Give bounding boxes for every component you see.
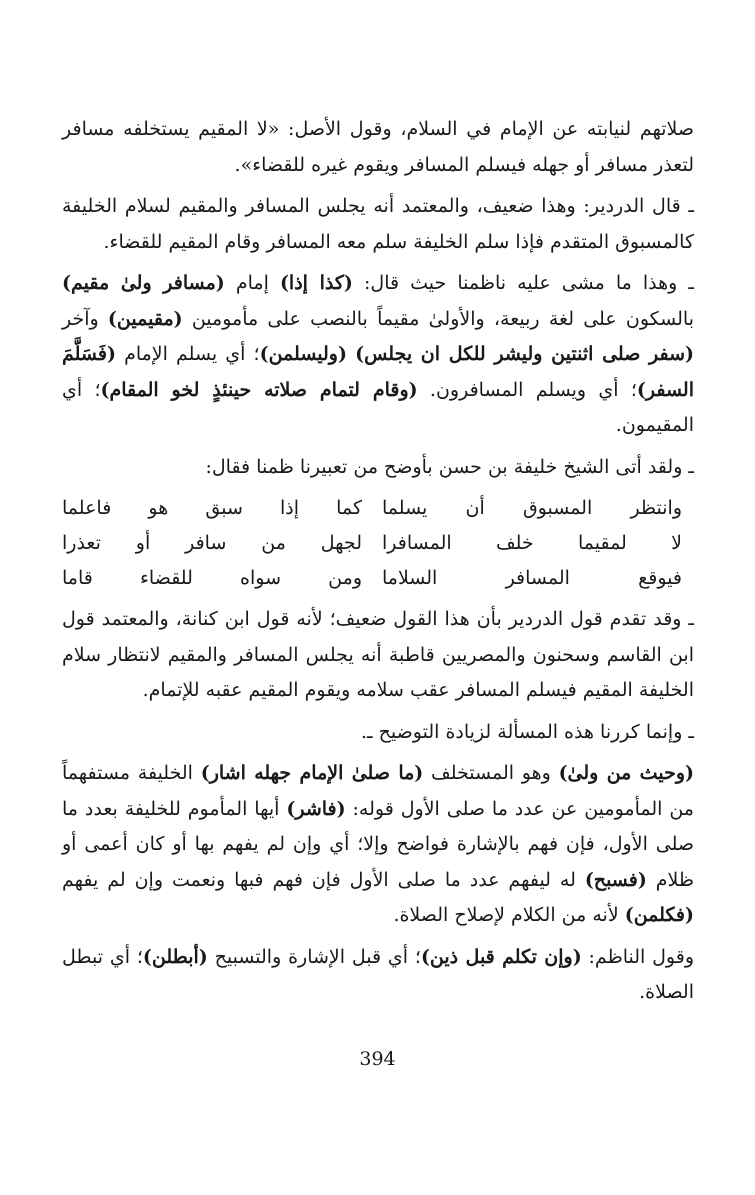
- bold-verse-quote: (فسبح): [584, 868, 647, 891]
- poem-line: [62, 491, 694, 526]
- text-run: ـ ولقد أتى الشيخ خليفة بن حسن بأوضح من تعبيرنا ظمنا فقال:: [205, 455, 694, 478]
- bold-verse-quote: (مقيمين): [107, 307, 183, 330]
- text-run: ؛ أي تبطل الصلاة.: [62, 945, 694, 1003]
- paragraphs-before-poem: [62, 112, 694, 485]
- text-run: له ليفهم عدد ما صلى الأول فإن فهم فبها ونعمت وإن لم يفهم: [62, 868, 585, 891]
- paragraph-p4: [62, 450, 694, 486]
- text-run: صلاتهم لنيابته عن الإمام في السلام، وقول الأصل: «لا المقيم يستخلفه مسافر لتعذر مسافر أو جهله فيسلم المسافر ويقوم غيره للقضاء».: [62, 118, 694, 176]
- poem-second-hemistich: كما إذا سبق هو فاعلما: [62, 497, 362, 519]
- text-run: ـ وإنما كررنا هذه المسألة لزيادة التوضيح ـ.: [361, 720, 694, 743]
- poem-first-hemistich: لا لمقيما خلف المسافرا: [382, 532, 682, 554]
- paragraph-p7: [62, 756, 694, 934]
- paragraph-p8: [62, 940, 694, 1011]
- text-run: أيها المأموم للخليفة بعدد ما صلى الأول، فإن فهم بالإشارة فواضح وإلا؛ أي وإن لم يفهم بها أو كان أعمى أو ظلام: [62, 797, 694, 891]
- poem-line: [62, 526, 694, 561]
- bold-verse-quote: (فَسَلَّمَ السفر): [62, 343, 694, 401]
- text-run: وآخر: [62, 307, 108, 330]
- bold-verse-quote: (وليسلمن): [259, 343, 347, 365]
- text-run: لأنه من الكلام لإصلاح الصلاة.: [393, 904, 625, 926]
- bold-verse-quote: (فكلمن): [624, 904, 694, 926]
- bold-verse-quote: (سفر صلى اثنتين وليشر للكل ان يجلس): [355, 343, 695, 365]
- bold-verse-quote: (وقام لتمام صلاته حينئذٍ لخو المقام): [100, 378, 418, 401]
- text-run: ؛ أي يسلم الإمام: [115, 343, 260, 365]
- bold-verse-quote: (ما صلىٰ الإمام جهله اشار): [200, 762, 424, 784]
- text-run: ـ وهذا ما مشى عليه ناظمنا حيث قال:: [352, 272, 694, 294]
- text-run: ؛ أي ويسلم المسافرون.: [417, 378, 637, 401]
- poem-line: [62, 561, 694, 596]
- bold-verse-quote: (أبطلن): [142, 945, 208, 968]
- page-body: [62, 112, 694, 1017]
- paragraphs-after-poem: [62, 602, 694, 1011]
- text-run: ؛ أي قبل الإشارة والتسبيح: [207, 945, 421, 968]
- poem-first-hemistich: وانتظر المسبوق أن يسلما: [382, 497, 682, 519]
- text-run: الخليفة مستفهماً من المأمومين عن عدد ما صلى الأول قوله:: [62, 762, 694, 820]
- text-run: بالسكون على لغة ربيعة، والأولىٰ مقيماً بالنصب على مأمومين: [182, 307, 694, 330]
- poem-second-hemistich: لجهل من سافر أو تعذرا: [62, 532, 362, 554]
- paragraph-p3: [62, 266, 694, 444]
- poem-verses: [62, 491, 694, 596]
- text-run: وهو المستخلف: [423, 762, 559, 784]
- text-run: [347, 343, 355, 365]
- text-run: إمام: [224, 272, 280, 294]
- paragraph-p1: [62, 112, 694, 183]
- text-run: ؛ أي المقيمون.: [62, 378, 694, 436]
- poem-first-hemistich: فيوقع المسافر السلاما: [382, 567, 682, 589]
- text-run: ـ قال الدردير: وهذا ضعيف، والمعتمد أنه يجلس المسافر والمقيم لسلام الخليفة كالمسبوق المتقدم فإذا سلم الخليفة سلم معه المسافر وقام المقيم للقضاء.: [62, 195, 694, 253]
- bold-verse-quote: (وحيث من ولىٰ): [558, 762, 694, 784]
- text-run: وقول الناظم:: [581, 945, 694, 968]
- bold-verse-quote: (وإن تكلم قبل ذين): [420, 945, 582, 968]
- paragraph-p2: [62, 189, 694, 260]
- poem-second-hemistich: ومن سواه للقضاء قاما: [62, 567, 362, 589]
- bold-verse-quote: (مسافر ولىٰ مقيم): [62, 272, 225, 294]
- bold-verse-quote: (كذا إذا): [279, 272, 353, 294]
- paragraph-p5: [62, 602, 694, 709]
- page-number: 394: [359, 1048, 396, 1070]
- paragraph-p6: [62, 715, 694, 751]
- bold-verse-quote: (فاشر): [286, 797, 346, 820]
- text-run: ـ وقد تقدم قول الدردير بأن هذا القول ضعيف؛ لأنه قول ابن كنانة، والمعتمد قول ابن القاسم وسحنون والمصريين قاطبة أنه يجلس المسافر والمقيم لانتظار سلام الخليفة المقيم فيسلم المسافر عقب سلامه ويقوم المقيم عقبه للإتمام.: [62, 608, 694, 701]
